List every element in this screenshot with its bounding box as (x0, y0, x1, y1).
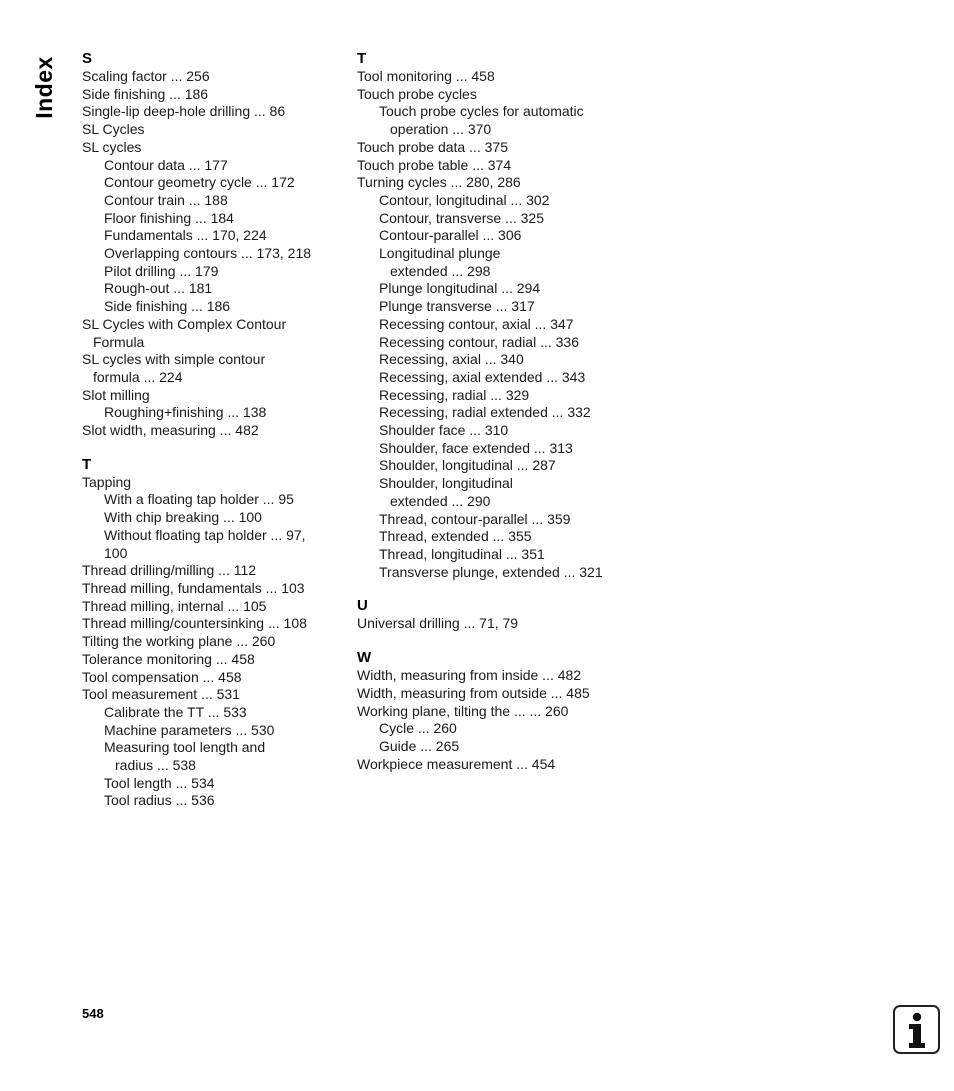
index-entry: Formula (93, 333, 145, 350)
index-subentry: Without floating tap holder ... 97, (104, 526, 306, 543)
index-entry: Turning cycles ... 280, 286 (357, 174, 521, 191)
index-subentry: Cycle ... 260 (379, 720, 457, 737)
index-entry: Width, measuring from inside ... 482 (357, 667, 582, 684)
index-section-w (357, 649, 647, 773)
index-subentry: Plunge transverse ... 317 (379, 298, 535, 315)
index-entry: Touch probe table ... 374 (357, 156, 512, 173)
index-entry: SL cycles (82, 138, 142, 155)
index-entry: Universal drilling ... 71, 79 (357, 615, 519, 632)
index-subentry: Tool length ... 534 (104, 774, 215, 791)
index-entry: Slot width, measuring ... 482 (82, 422, 259, 439)
section-letter: T (82, 455, 92, 473)
index-subentry: Floor finishing ... 184 (104, 209, 234, 226)
index-subentry: Fundamentals ... 170, 224 (104, 227, 267, 244)
index-entry: Thread milling, fundamentals ... 103 (82, 579, 305, 596)
index-subentry: extended ... 290 (390, 492, 491, 509)
index-entry: Workpiece measurement ... 454 (357, 755, 556, 772)
index-column-1 (82, 50, 352, 826)
index-subentry: radius ... 538 (115, 757, 196, 774)
index-entry: Tool compensation ... 458 (82, 668, 242, 685)
side-title (29, 52, 59, 122)
index-subentry: Shoulder, longitudinal ... 287 (379, 457, 556, 474)
index-subentry: Overlapping contours ... 173, 218 (104, 245, 312, 262)
index-subentry: Measuring tool length and (104, 739, 266, 756)
index-entry: formula ... 224 (93, 368, 183, 385)
index-entry: Slot milling (82, 386, 150, 403)
index-subentry: With chip breaking ... 100 (104, 509, 262, 526)
index-subentry: Plunge longitudinal ... 294 (379, 280, 541, 297)
index-entry: Tapping (82, 473, 132, 490)
index-subentry: Roughing+finishing ... 138 (104, 404, 267, 421)
index-entry: Scaling factor ... 256 (82, 68, 210, 84)
index-subentry: Touch probe cycles for automatic (379, 103, 584, 120)
index-entry: Tolerance monitoring ... 458 (82, 650, 255, 667)
index-subentry: 100 (104, 544, 128, 561)
index-subentry: Contour-parallel ... 306 (379, 227, 522, 244)
index-entry: Tool monitoring ... 458 (357, 68, 495, 84)
index-entry: Tilting the working plane ... 260 (82, 633, 276, 650)
page-number: 548 (82, 1006, 104, 1021)
index-subentry: Side finishing ... 186 (104, 298, 231, 315)
index-entry: Single-lip deep-hole drilling ... 86 (82, 103, 286, 120)
index-subentry: Contour, transverse ... 325 (379, 209, 544, 226)
index-entry: Thread milling, internal ... 105 (82, 597, 267, 614)
index-entry: Thread milling/countersinking ... 108 (82, 615, 307, 632)
index-entry: SL Cycles with Complex Contour (82, 315, 287, 332)
index-subentry: Transverse plunge, extended ... 321 (379, 563, 603, 580)
index-subentry: Contour, longitudinal ... 302 (379, 191, 550, 208)
index-subentry: Recessing, axial ... 340 (379, 351, 524, 368)
index-section-t (357, 50, 647, 581)
index-subentry: Recessing, axial extended ... 343 (379, 368, 586, 385)
index-subentry: Thread, longitudinal ... 351 (379, 545, 545, 562)
section-letter: T (357, 50, 367, 67)
index-section-t (82, 456, 352, 810)
index-subentry: Thread, contour-parallel ... 359 (379, 510, 571, 527)
index-subentry: Tool radius ... 536 (104, 792, 215, 809)
index-entry: Tool measurement ... 531 (82, 686, 240, 703)
index-entry: Side finishing ... 186 (82, 85, 209, 102)
index-subentry: Rough-out ... 181 (104, 280, 213, 297)
side-title-text: Index (30, 55, 57, 119)
index-subentry: Longitudinal plunge (379, 245, 501, 262)
index-subentry: Recessing, radial ... 329 (379, 386, 530, 403)
section-letter: S (82, 50, 93, 67)
index-subentry: Calibrate the TT ... 533 (104, 703, 247, 720)
index-section-s (82, 50, 352, 440)
index-column-2 (357, 50, 647, 789)
index-subentry: Contour data ... 177 (104, 156, 228, 173)
index-subentry: Guide ... 265 (379, 737, 460, 754)
info-icon[interactable] (893, 1005, 940, 1054)
index-subentry: Recessing contour, axial ... 347 (379, 315, 574, 332)
index-subentry: Machine parameters ... 530 (104, 721, 275, 738)
index-entry: Touch probe data ... 375 (357, 138, 508, 155)
index-subentry: Pilot drilling ... 179 (104, 262, 219, 279)
index-entry: Touch probe cycles (357, 85, 477, 102)
index-subentry: Shoulder, face extended ... 313 (379, 439, 573, 456)
info-icon-glyph (895, 1007, 938, 1052)
index-entry: SL cycles with simple contour (82, 351, 266, 368)
index-subentry: Contour geometry cycle ... 172 (104, 174, 295, 191)
index-subentry: Recessing, radial extended ... 332 (379, 404, 591, 421)
index-section-u (357, 597, 647, 633)
index-entry: Width, measuring from outside ... 485 (357, 684, 590, 701)
index-subentry: operation ... 370 (390, 121, 492, 138)
section-letter: W (357, 649, 372, 667)
index-entry: Thread drilling/milling ... 112 (82, 562, 257, 579)
section-letter: U (357, 597, 368, 615)
index-subentry: With a floating tap holder ... 95 (104, 491, 294, 508)
index-subentry: Contour train ... 188 (104, 191, 228, 208)
index-entry: Working plane, tilting the ... ... 260 (357, 702, 569, 719)
index-subentry: Shoulder face ... 310 (379, 422, 509, 439)
index-subentry: Shoulder, longitudinal (379, 475, 513, 492)
index-entry: SL Cycles (82, 121, 145, 138)
index-subentry: Thread, extended ... 355 (379, 528, 532, 545)
index-subentry: Recessing contour, radial ... 336 (379, 333, 580, 350)
index-subentry: extended ... 298 (390, 262, 491, 279)
